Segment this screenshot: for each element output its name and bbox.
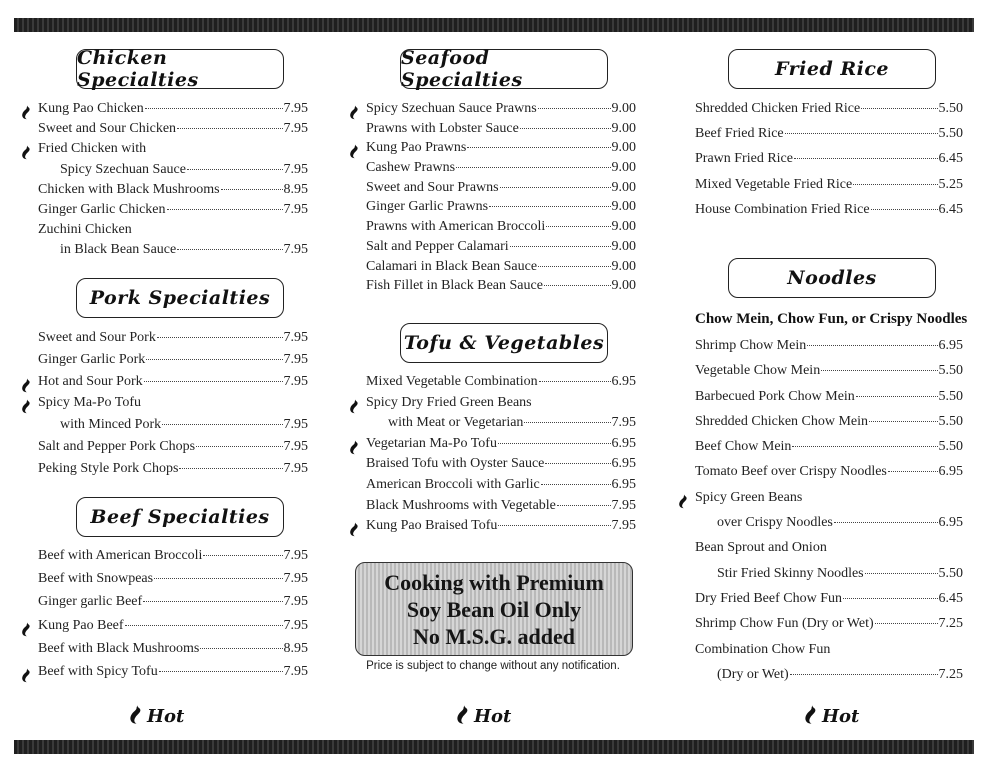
menu-item-name: Spicy Dry Fried Green Beans: [366, 394, 532, 410]
menu-item: [366, 239, 636, 259]
menu-item: [38, 202, 308, 222]
dot-leader: [861, 108, 937, 109]
menu-item: [695, 490, 963, 515]
menu-item: [366, 395, 636, 416]
menu-item-price: 6.95: [611, 456, 636, 472]
menu-item-price: 7.95: [283, 161, 308, 177]
dot-leader: [177, 249, 282, 250]
menu-item: [38, 242, 308, 262]
dot-leader: [203, 555, 282, 556]
menu-item-name: Cashew Prawns: [366, 160, 456, 176]
menu-item-price: 7.95: [283, 460, 308, 476]
menu-item-name: Prawns with American Broccoli: [366, 219, 546, 235]
chili-pepper-icon: [19, 667, 28, 681]
menu-item: [366, 121, 636, 141]
menu-item: [366, 101, 636, 121]
hot-legend-right: [803, 703, 859, 730]
chicken-section-title: Chicken Specialties: [77, 47, 199, 91]
menu-item: [38, 101, 308, 121]
menu-item-price: 7.95: [283, 417, 308, 433]
menu-item-name: Bean Sprout and Onion: [695, 540, 827, 556]
noodles-menu-list: [695, 338, 963, 692]
chili-pepper-icon: [19, 377, 28, 391]
dot-leader: [177, 128, 282, 129]
menu-item-name: Shredded Chicken Fried Rice: [695, 101, 861, 116]
menu-item-price: 6.95: [938, 515, 963, 531]
menu-item-name: Chicken with Black Mushrooms: [38, 181, 220, 197]
menu-item-price: 6.95: [611, 374, 636, 389]
menu-item-name: Barbecued Pork Chow Mein: [695, 388, 855, 404]
menu-item: [38, 330, 308, 352]
chicken-section-header: [76, 49, 284, 89]
dot-leader: [179, 468, 282, 469]
top-border-band: [14, 18, 974, 32]
menu-item-price: 7.95: [283, 438, 308, 454]
menu-item-price: 9.00: [611, 278, 636, 294]
menu-item: [695, 540, 963, 565]
beef-menu-list: [38, 548, 308, 687]
menu-item-price: 5.50: [938, 565, 963, 581]
menu-item-name: (Dry or Wet): [717, 666, 789, 682]
dot-leader: [888, 471, 938, 472]
menu-item-price: 7.95: [283, 594, 308, 610]
chili-pepper-icon: [19, 398, 28, 412]
menu-item-price: 7.95: [283, 351, 308, 367]
menu-item-price: 6.45: [938, 151, 963, 167]
chili-pepper-icon: [347, 143, 356, 157]
menu-item: [38, 594, 308, 617]
dot-leader: [510, 246, 611, 247]
chili-pepper-icon: [347, 104, 356, 118]
dot-leader: [794, 158, 938, 159]
menu-item-name: Kung Pao Chicken: [38, 101, 144, 116]
menu-item: [366, 456, 636, 477]
menu-item: [695, 177, 963, 202]
menu-item: [366, 374, 636, 395]
dot-leader: [871, 209, 938, 210]
menu-item-name: Mixed Vegetable Fried Rice: [695, 176, 853, 192]
dot-leader: [498, 525, 610, 526]
menu-item-price: 9.00: [611, 179, 636, 195]
chili-pepper-icon: [19, 144, 28, 158]
dot-leader: [467, 147, 610, 148]
menu-item-name: over Crispy Noodles: [717, 515, 833, 531]
dot-leader: [159, 671, 283, 672]
promo-box: [355, 562, 633, 656]
menu-item-price: 7.95: [283, 121, 308, 137]
dot-leader: [144, 381, 283, 382]
menu-item-name: Spicy Ma-Po Tofu: [38, 395, 141, 411]
menu-item: [366, 140, 636, 160]
beef-section-header: [76, 497, 284, 537]
dot-leader: [539, 381, 611, 382]
menu-item-name: Calamari in Black Bean Sauce: [366, 258, 538, 274]
menu-item: [366, 259, 636, 279]
dot-leader: [869, 421, 937, 422]
menu-item: [38, 618, 308, 641]
menu-item: [38, 641, 308, 664]
beef-section-title: Beef Specialties: [90, 506, 270, 528]
menu-item: [38, 548, 308, 571]
fried-rice-menu-list: [695, 101, 963, 227]
dot-leader: [498, 443, 611, 444]
menu-item-name: Combination Chow Fun: [695, 641, 831, 657]
menu-item: [366, 278, 636, 298]
menu-item-name: Prawns with Lobster Sauce: [366, 120, 519, 136]
menu-item-price: 6.45: [938, 201, 963, 217]
menu-item: [38, 374, 308, 396]
menu-item: [695, 439, 963, 464]
dot-leader: [145, 108, 283, 109]
menu-item: [38, 162, 308, 182]
menu-item: [38, 664, 308, 687]
tofu-menu-list: [366, 374, 636, 539]
menu-item-price: 8.95: [283, 181, 308, 197]
menu-item-name: Sweet and Sour Pork: [38, 330, 156, 345]
menu-item-name: Kung Pao Beef: [38, 617, 124, 633]
menu-item: [38, 141, 308, 161]
price-change-note: Price is subject to change without any notification.: [366, 660, 620, 672]
menu-item-price: 9.00: [611, 101, 636, 116]
promo-line-2: Soy Bean Oil Only: [406, 596, 582, 622]
dot-leader: [541, 484, 611, 485]
dot-leader: [785, 133, 938, 134]
menu-item-price: 6.95: [938, 338, 963, 353]
menu-item-name: Beef with Snowpeas: [38, 571, 154, 587]
fried-rice-section-header: [728, 49, 936, 89]
dot-leader: [200, 648, 282, 649]
menu-item-price: 5.50: [938, 439, 963, 455]
menu-item: [695, 101, 963, 126]
dot-leader: [544, 285, 611, 286]
menu-item: [695, 591, 963, 616]
chili-pepper-icon: [803, 703, 818, 730]
menu-item-name: Prawn Fried Rice: [695, 151, 793, 167]
noodles-subtitle: Chow Mein, Chow Fun, or Crispy Noodles: [695, 311, 968, 327]
dot-leader: [157, 337, 283, 338]
menu-item: [366, 160, 636, 180]
menu-item: [695, 515, 963, 540]
menu-item-name: Beef Fried Rice: [695, 126, 784, 142]
menu-item-name: Stir Fried Skinny Noodles: [717, 565, 864, 581]
menu-item: [366, 498, 636, 519]
menu-item: [695, 566, 963, 591]
menu-item-name: with Minced Pork: [60, 417, 162, 433]
menu-item-price: 9.00: [611, 140, 636, 156]
menu-item: [695, 464, 963, 489]
dot-leader: [520, 128, 611, 129]
dot-leader: [557, 505, 611, 506]
dot-leader: [538, 108, 611, 109]
bottom-border-band: [14, 740, 974, 754]
dot-leader: [489, 206, 610, 207]
menu-item: [366, 436, 636, 457]
seafood-section-header: [400, 49, 608, 89]
tofu-section-header: [400, 323, 608, 363]
menu-item-name: Shrimp Chow Fun (Dry or Wet): [695, 616, 874, 632]
menu-item: [695, 642, 963, 667]
dot-leader: [221, 189, 283, 190]
dot-leader: [807, 345, 937, 346]
menu-item-price: 9.00: [611, 199, 636, 215]
seafood-menu-list: [366, 101, 636, 298]
dot-leader: [853, 184, 937, 185]
pork-menu-list: [38, 330, 308, 483]
menu-item-price: 7.95: [283, 330, 308, 345]
menu-item-price: 7.95: [283, 571, 308, 587]
menu-item: [38, 352, 308, 374]
menu-item-price: 5.50: [938, 413, 963, 429]
dot-leader: [146, 359, 282, 360]
menu-item-name: Fried Chicken with: [38, 141, 147, 157]
noodles-section-title: Noodles: [787, 267, 877, 289]
menu-item: [695, 338, 963, 363]
menu-item: [38, 571, 308, 594]
menu-item-price: 7.95: [283, 201, 308, 217]
menu-item-price: 7.95: [283, 101, 308, 116]
menu-item-name: Vegetable Chow Mein: [695, 363, 821, 379]
menu-item-name: Dry Fried Beef Chow Fun: [695, 590, 842, 606]
dot-leader: [143, 601, 282, 602]
menu-item-name: Shredded Chicken Chow Mein: [695, 413, 869, 429]
chili-pepper-icon: [19, 621, 28, 635]
menu-item: [366, 219, 636, 239]
menu-item-price: 5.50: [938, 363, 963, 379]
menu-item: [695, 667, 963, 692]
menu-item: [38, 461, 308, 483]
dot-leader: [500, 187, 611, 188]
chili-pepper-icon: [347, 398, 356, 412]
chili-pepper-icon: [347, 439, 356, 453]
menu-item: [38, 121, 308, 141]
fried-rice-section-title: Fried Rice: [774, 58, 890, 80]
menu-item-name: Beef Chow Mein: [695, 439, 792, 455]
menu-item: [38, 417, 308, 439]
menu-item-price: 9.00: [611, 160, 636, 176]
menu-item: [695, 414, 963, 439]
menu-item-name: House Combination Fried Rice: [695, 201, 870, 217]
noodles-section-header: [728, 258, 936, 298]
menu-item-price: 6.95: [938, 464, 963, 480]
menu-item-name: Beef with Black Mushrooms: [38, 640, 200, 656]
menu-item-name: Tomato Beef over Crispy Noodles: [695, 464, 887, 480]
dot-leader: [821, 370, 937, 371]
menu-item-name: in Black Bean Sauce: [60, 242, 177, 258]
menu-item: [695, 151, 963, 176]
menu-item-price: 7.95: [283, 663, 308, 679]
dot-leader: [167, 209, 283, 210]
menu-item: [695, 202, 963, 227]
menu-item-price: 6.45: [938, 590, 963, 606]
menu-item-name: American Broccoli with Garlic: [366, 476, 540, 492]
dot-leader: [790, 674, 938, 675]
menu-item: [695, 616, 963, 641]
menu-item-name: with Meat or Vegetarian: [388, 415, 524, 431]
menu-item-name: Spicy Szechuan Sauce: [60, 161, 186, 177]
menu-item-name: Spicy Green Beans: [695, 489, 803, 505]
menu-item-name: Salt and Pepper Pork Chops: [38, 438, 196, 454]
chili-pepper-icon: [128, 703, 143, 730]
menu-item-name: Ginger Garlic Chicken: [38, 201, 166, 217]
menu-item-price: 7.95: [611, 497, 636, 513]
menu-item-price: 5.25: [938, 176, 963, 192]
menu-item: [38, 395, 308, 417]
menu-item-name: Ginger garlic Beef: [38, 594, 143, 610]
menu-item-name: Salt and Pepper Calamari: [366, 238, 509, 254]
dot-leader: [125, 625, 283, 626]
dot-leader: [162, 424, 282, 425]
dot-leader: [196, 446, 282, 447]
menu-item-price: 8.95: [283, 640, 308, 656]
dot-leader: [154, 578, 282, 579]
chili-pepper-icon: [347, 521, 356, 535]
menu-item-name: Beef with American Broccoli: [38, 548, 203, 563]
menu-item: [695, 363, 963, 388]
menu-item: [366, 518, 636, 539]
menu-item-price: 5.50: [938, 388, 963, 404]
menu-item: [38, 439, 308, 461]
menu-item-price: 5.50: [938, 126, 963, 142]
hot-legend-center: [455, 703, 511, 730]
dot-leader: [545, 463, 610, 464]
menu-item-price: 6.95: [611, 476, 636, 492]
dot-leader: [843, 598, 938, 599]
menu-item-name: Shrimp Chow Mein: [695, 338, 807, 353]
menu-item-name: Peking Style Pork Chops: [38, 460, 179, 476]
menu-item-name: Hot and Sour Pork: [38, 373, 143, 389]
dot-leader: [538, 266, 610, 267]
menu-item-price: 5.50: [938, 101, 963, 116]
chili-pepper-icon: [676, 493, 685, 507]
hot-legend-label: Hot: [147, 706, 185, 727]
menu-item-name: Ginger Garlic Prawns: [366, 199, 489, 215]
menu-item-name: Black Mushrooms with Vegetable: [366, 497, 556, 513]
menu-item-price: 7.95: [611, 415, 636, 431]
menu-item-name: Kung Pao Braised Tofu: [366, 518, 498, 534]
dot-leader: [865, 573, 938, 574]
menu-item-price: 9.00: [611, 238, 636, 254]
menu-item: [695, 389, 963, 414]
menu-item-price: 7.25: [938, 666, 963, 682]
chili-pepper-icon: [19, 104, 28, 118]
promo-line-3: No M.S.G. added: [413, 623, 575, 649]
menu-item: [366, 180, 636, 200]
menu-item: [695, 126, 963, 151]
promo-line-1: Cooking with Premium: [384, 569, 604, 595]
menu-item: [366, 199, 636, 219]
dot-leader: [524, 422, 610, 423]
dot-leader: [456, 167, 610, 168]
menu-item-price: 9.00: [611, 120, 636, 136]
menu-item-price: 7.95: [611, 518, 636, 534]
chicken-menu-list: [38, 101, 308, 263]
menu-item-name: Sweet and Sour Chicken: [38, 121, 177, 137]
menu-item: [38, 182, 308, 202]
menu-item-price: 7.95: [283, 548, 308, 563]
hot-legend-label: Hot: [474, 706, 512, 727]
menu-item-price: 7.95: [283, 373, 308, 389]
dot-leader: [187, 169, 283, 170]
menu-item-name: Braised Tofu with Oyster Sauce: [366, 456, 545, 472]
hot-legend-label: Hot: [822, 706, 860, 727]
menu-item-name: Ginger Garlic Pork: [38, 351, 146, 367]
menu-item-name: Sweet and Sour Prawns: [366, 179, 499, 195]
menu-item-price: 6.95: [611, 435, 636, 451]
dot-leader: [546, 226, 610, 227]
tofu-section-title: Tofu & Vegetables: [403, 332, 605, 354]
menu-item-price: 7.95: [283, 242, 308, 258]
menu-item-name: Mixed Vegetable Combination: [366, 374, 538, 389]
dot-leader: [856, 396, 938, 397]
menu-item: [366, 477, 636, 498]
dot-leader: [792, 446, 937, 447]
menu-item: [38, 222, 308, 242]
menu-item-price: 9.00: [611, 219, 636, 235]
menu-item-name: Zuchini Chicken: [38, 222, 132, 238]
chili-pepper-icon: [455, 703, 470, 730]
menu-item-price: 9.00: [611, 258, 636, 274]
menu-item-name: Beef with Spicy Tofu: [38, 663, 158, 679]
menu-item-price: 7.95: [283, 617, 308, 633]
menu-item-price: 7.25: [938, 616, 963, 632]
dot-leader: [875, 623, 938, 624]
menu-item: [366, 415, 636, 436]
seafood-section-title: Seafood Specialties: [401, 47, 523, 91]
menu-item-name: Kung Pao Prawns: [366, 140, 467, 156]
menu-item-name: Fish Fillet in Black Bean Sauce: [366, 278, 543, 294]
menu-item-name: Spicy Szechuan Sauce Prawns: [366, 101, 537, 116]
pork-section-title: Pork Specialties: [89, 287, 271, 309]
pork-section-header: [76, 278, 284, 318]
hot-legend-left: [128, 703, 184, 730]
menu-item-name: Vegetarian Ma-Po Tofu: [366, 435, 497, 451]
dot-leader: [834, 522, 938, 523]
